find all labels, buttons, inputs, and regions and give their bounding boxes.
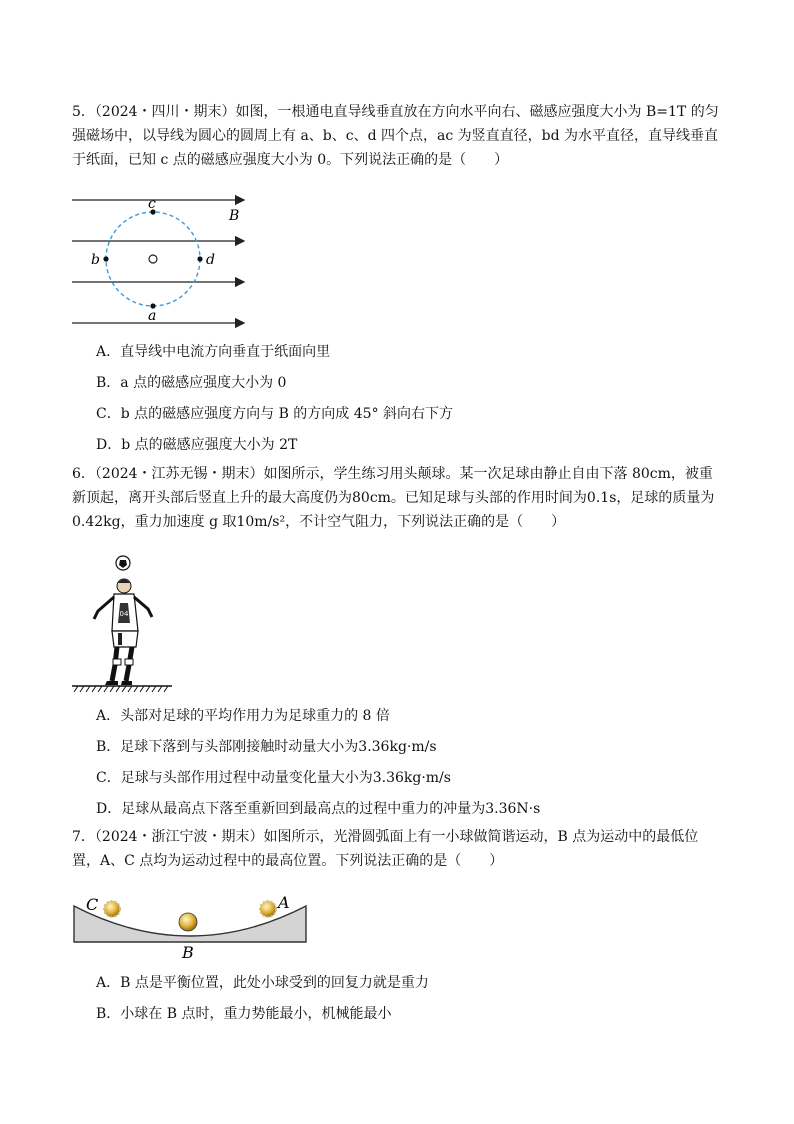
label-C: C bbox=[86, 895, 99, 914]
q7-option-b: B．小球在 B 点时，重力势能最小，机械能最小 bbox=[96, 1006, 392, 1022]
q7-arc-figure bbox=[72, 888, 312, 968]
q5-option-a: A．直导线中电流方向垂直于纸面向里 bbox=[96, 344, 331, 360]
ball-at-B bbox=[179, 913, 197, 931]
label-B: B bbox=[182, 943, 194, 962]
label-B: B bbox=[229, 208, 240, 224]
point-b-dot bbox=[103, 256, 108, 261]
label-A: A bbox=[278, 893, 290, 912]
q6-option-c: C．足球与头部作用过程中动量变化量大小为3.36kg·m/s bbox=[96, 770, 451, 786]
jersey-number: 04 bbox=[119, 610, 129, 618]
q5-option-b: B．a 点的磁感应强度大小为 0 bbox=[96, 375, 287, 391]
wire-marker bbox=[149, 255, 157, 263]
ball-at-C bbox=[104, 901, 120, 917]
q6-option-d: D．足球从最高点下落至重新回到最高点的过程中重力的冲量为3.36N·s bbox=[96, 801, 541, 817]
left-arm bbox=[94, 597, 114, 619]
label-c: c bbox=[148, 196, 156, 212]
q5-stem: 5．（2024・四川・期末）如图，一根通电直导线垂直放在方向水平向右、磁感应强度大小为 B=1T 的匀强磁场中，以导线为圆心的圆周上有 a、b、c、d 四个点，ac 为竖直直径，bd 为水平直径，直导线垂直于纸面，已知 c 点的磁感应强度大小为 0。下列说法正确的是（ ） bbox=[72, 104, 719, 168]
q6-option-b: B．足球下落到与头部刚接触时动量大小为3.36kg·m/s bbox=[96, 739, 437, 755]
q7-option-a: A．B 点是平衡位置，此处小球受到的回复力就是重力 bbox=[96, 975, 429, 991]
q6-heading-ball-figure bbox=[72, 553, 172, 693]
q5-option-d: D．b 点的磁感应强度大小为 2T bbox=[96, 437, 298, 453]
shorts bbox=[112, 631, 138, 647]
q6-option-a: A．头部对足球的平均作用力为足球重力的 8 倍 bbox=[96, 708, 390, 724]
q5-magnetic-field-figure bbox=[72, 192, 262, 332]
q6-stem: 6．（2024・江苏无锡・期末）如图所示，学生练习用头颠球。某一次足球由静止自由下落 80cm，被重新顶起，离开头部后竖直上升的最大高度仍为80cm。已知足球与头部的作用时间为0.1s，足球的质量为0.42kg，重力加速度 g 取10m/s²，不计空气阻力，下列说法正确的是（ ） bbox=[72, 466, 715, 530]
label-b: b bbox=[91, 252, 100, 268]
label-a: a bbox=[148, 308, 157, 324]
ball-at-A bbox=[260, 901, 276, 917]
point-d-dot bbox=[197, 256, 202, 261]
ground-hatch bbox=[74, 686, 168, 692]
q5-option-c: C．b 点的磁感应强度方向与 B 的方向成 45° 斜向右下方 bbox=[96, 406, 454, 422]
q7-stem: 7．（2024・浙江宁波・期末）如图所示，光滑圆弧面上有一小球做简谐运动，B 点为运动中的最低位置，A、C 点均为运动过程中的最高位置。下列说法正确的是（ ） bbox=[72, 829, 699, 869]
label-d: d bbox=[206, 252, 215, 268]
